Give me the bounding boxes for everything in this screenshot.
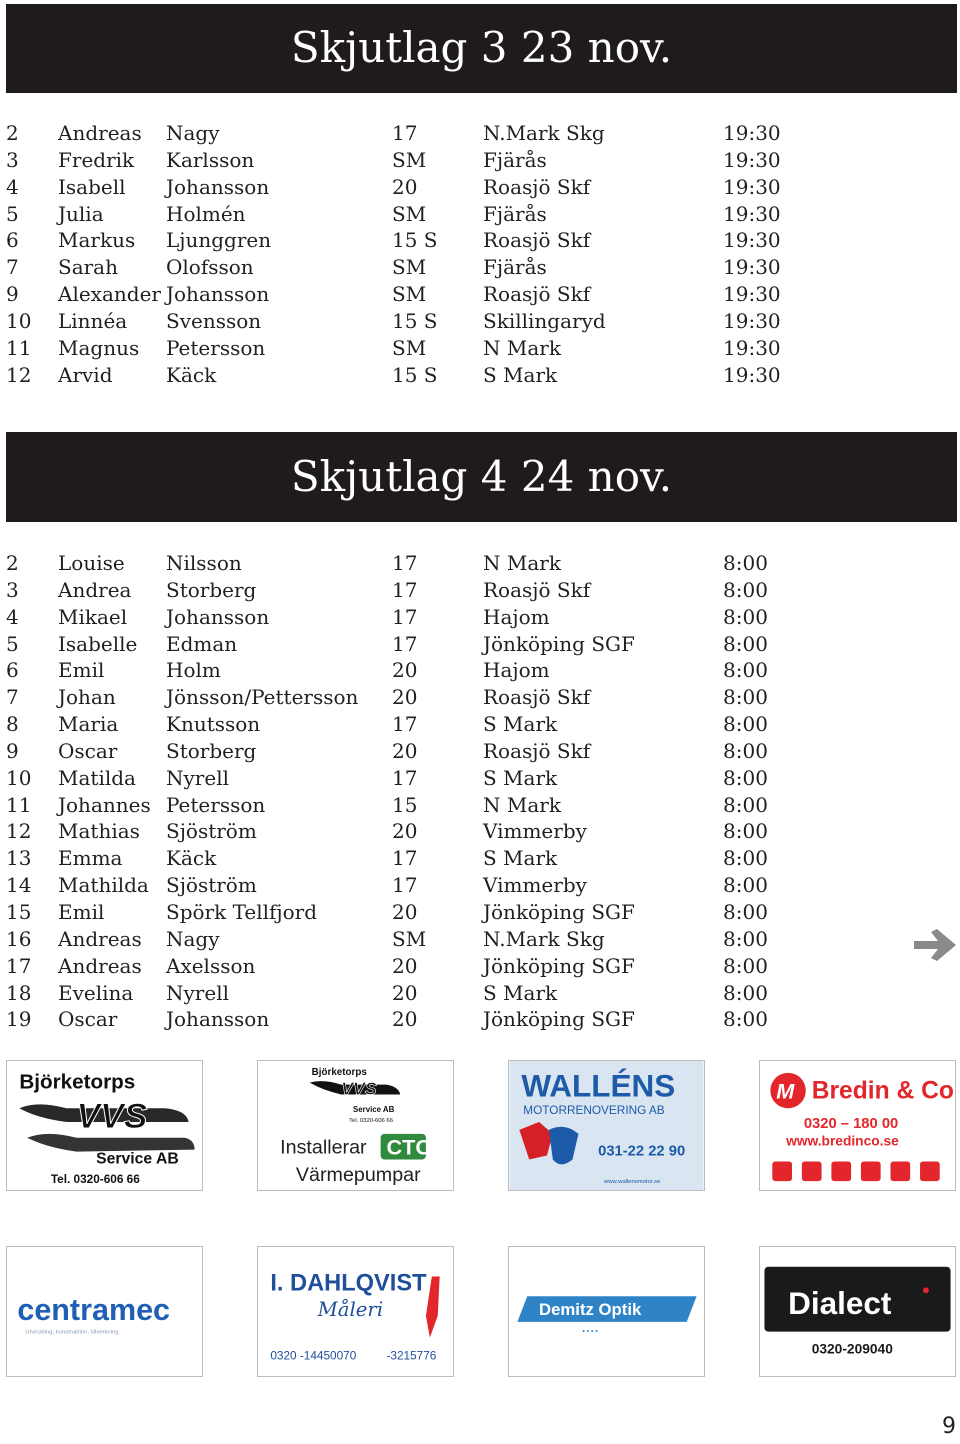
cell-number: 12 — [6, 362, 32, 387]
cell-club: Roasjö Skf — [483, 738, 591, 763]
cell-time: 8:00 — [723, 873, 768, 898]
cell-first-name: Magnus — [58, 335, 140, 360]
cell-class: 17 — [392, 604, 418, 629]
cell-last-name: Jönsson/Pettersson — [166, 685, 359, 710]
table-row — [6, 201, 843, 228]
cell-class: 20 — [392, 819, 418, 844]
cell-class: 17 — [392, 873, 418, 898]
cell-class: 17 — [392, 631, 418, 656]
cell-first-name: Maria — [58, 712, 119, 737]
cell-last-name: Käck — [166, 362, 217, 387]
ad-wallens-tagline: MOTORRENOVERING AB — [523, 1103, 665, 1118]
table-row — [6, 899, 843, 926]
cell-first-name: Louise — [58, 551, 125, 575]
cell-first-name: Andreas — [58, 953, 142, 978]
table-row — [6, 953, 843, 980]
cell-last-name: Petersson — [166, 335, 266, 360]
cell-club: Fjärås — [483, 147, 547, 172]
cell-number: 6 — [6, 228, 19, 253]
cell-class: 20 — [392, 953, 418, 978]
cell-number: 6 — [6, 658, 19, 683]
cell-class: 15 — [392, 792, 418, 817]
cell-last-name: Nyrell — [166, 980, 229, 1005]
cell-first-name: Isabell — [58, 174, 126, 199]
cell-class: SM — [392, 335, 427, 360]
cell-club: Jönköping SGF — [483, 953, 635, 978]
ad-ctc-install: Installerar — [280, 1136, 367, 1159]
cell-club: Roasjö Skf — [483, 577, 591, 602]
cell-number: 8 — [6, 712, 19, 737]
cell-class: SM — [392, 255, 427, 280]
cell-class: 20 — [392, 658, 418, 683]
table-row — [6, 872, 843, 899]
cell-time: 19:30 — [723, 362, 781, 387]
cell-club: N Mark — [483, 551, 561, 575]
cell-number: 5 — [6, 631, 19, 656]
cell-time: 8:00 — [723, 604, 768, 629]
cell-last-name: Knutsson — [166, 712, 261, 737]
cell-club: Jönköping SGF — [483, 899, 635, 924]
cell-club: Hajom — [483, 658, 550, 683]
cell-class: 17 — [392, 121, 418, 145]
cell-club: S Mark — [483, 765, 558, 790]
cell-first-name: Andreas — [58, 121, 142, 145]
cell-number: 3 — [6, 577, 19, 602]
cell-first-name: Andreas — [58, 926, 142, 951]
table-row — [6, 120, 843, 147]
ad-ctc-line2: VVS — [341, 1078, 377, 1099]
ad-bjorketorps-line3: Service AB — [96, 1150, 179, 1168]
cell-club: Skillingaryd — [483, 308, 606, 333]
cell-first-name: Emil — [58, 658, 105, 683]
cell-time: 8:00 — [723, 765, 768, 790]
table-row — [6, 738, 843, 765]
cell-number: 17 — [6, 953, 32, 978]
ad-dialect-phone: 0320-209040 — [811, 1341, 893, 1357]
cell-last-name: Holm — [166, 658, 221, 683]
cell-club: Jönköping SGF — [483, 631, 635, 656]
cell-last-name: Sjöström — [166, 819, 257, 844]
ad-bredin-name: Bredin & Co — [811, 1077, 954, 1105]
table-row — [6, 281, 843, 308]
ad-bredin-phone: 0320 – 180 00 — [803, 1115, 899, 1132]
ad-wallens — [508, 1060, 705, 1191]
table-row — [6, 845, 843, 872]
cell-class: 20 — [392, 174, 418, 199]
table-row — [6, 227, 843, 254]
session-4-banner — [6, 432, 957, 522]
ad-ctc-line4: Tel. 0320-606 66 — [349, 1118, 393, 1125]
cell-last-name: Nagy — [166, 121, 220, 145]
table-row — [6, 254, 843, 281]
cell-number: 3 — [6, 147, 19, 172]
table-row — [6, 174, 843, 201]
table-row — [6, 1006, 843, 1033]
cell-first-name: Mathilda — [58, 873, 149, 898]
cell-number: 16 — [6, 926, 32, 951]
cell-time: 8:00 — [723, 738, 768, 763]
table-row — [6, 147, 843, 174]
ad-demitz-name: Demitz Optik — [539, 1299, 642, 1319]
cell-last-name: Nagy — [166, 926, 220, 951]
cell-last-name: Edman — [166, 631, 238, 656]
cell-club: S Mark — [483, 980, 558, 1005]
cell-first-name: Andrea — [58, 577, 132, 602]
cell-time: 19:30 — [723, 282, 781, 307]
cell-class: 17 — [392, 846, 418, 871]
cell-class: SM — [392, 147, 427, 172]
svg-text:M: M — [776, 1078, 795, 1104]
cell-time: 19:30 — [723, 201, 781, 226]
cell-club: N.Mark Skg — [483, 121, 605, 145]
cell-first-name: Emil — [58, 899, 105, 924]
cell-class: 17 — [392, 577, 418, 602]
ad-bjorketorps-phone: Tel. 0320-606 66 — [50, 1172, 140, 1187]
cell-last-name: Olofsson — [166, 255, 254, 280]
cell-first-name: Markus — [58, 228, 136, 253]
cell-time: 8:00 — [723, 577, 768, 602]
ad-bjorketorps-vvs — [6, 1060, 203, 1191]
cell-last-name: Johansson — [166, 604, 270, 629]
cell-number: 2 — [6, 121, 19, 145]
cell-club: S Mark — [483, 362, 558, 387]
cell-first-name: Julia — [58, 201, 104, 226]
ad-ctc-varmepumpar — [257, 1060, 454, 1191]
ad-dahlqvist-name: I. DAHLQVIST — [270, 1270, 427, 1297]
session-3-title: Skjutlag 3 23 nov. — [290, 23, 673, 72]
cell-time: 8:00 — [723, 980, 768, 1005]
table-row — [6, 335, 843, 362]
cell-last-name: Spörk Tellfjord — [166, 899, 318, 924]
cell-first-name: Fredrik — [58, 147, 135, 172]
table-row — [6, 684, 843, 711]
cell-club: S Mark — [483, 846, 558, 871]
cell-number: 18 — [6, 980, 32, 1005]
table-row — [6, 550, 843, 577]
ad-dahlqvist — [257, 1246, 454, 1377]
cell-last-name: Sjöström — [166, 873, 257, 898]
cell-number: 4 — [6, 174, 19, 199]
table-row — [6, 604, 843, 631]
table-row — [6, 308, 843, 335]
table-row — [6, 657, 843, 684]
cell-time: 19:30 — [723, 174, 781, 199]
cell-last-name: Ljunggren — [166, 228, 272, 253]
cell-class: 17 — [392, 712, 418, 737]
cell-number: 4 — [6, 604, 19, 629]
cell-number: 11 — [6, 335, 32, 360]
cell-club: N Mark — [483, 792, 561, 817]
cell-time: 19:30 — [723, 308, 781, 333]
cell-number: 11 — [6, 792, 32, 817]
cell-time: 19:30 — [723, 255, 781, 280]
cell-class: 20 — [392, 685, 418, 710]
cell-number: 19 — [6, 1007, 32, 1032]
ad-centramec — [6, 1246, 203, 1377]
table-row — [6, 362, 843, 389]
cell-last-name: Johansson — [166, 1007, 270, 1032]
cell-class: 15 S — [392, 362, 438, 387]
table-row — [6, 818, 843, 845]
cell-time: 8:00 — [723, 1007, 768, 1032]
cell-time: 8:00 — [723, 631, 768, 656]
table-row — [6, 980, 843, 1007]
cell-class: SM — [392, 282, 427, 307]
cell-class: SM — [392, 926, 427, 951]
cell-club: N.Mark Skg — [483, 926, 605, 951]
cell-time: 8:00 — [723, 953, 768, 978]
cell-last-name: Johansson — [166, 174, 270, 199]
cell-club: Roasjö Skf — [483, 685, 591, 710]
cell-club: Vimmerby — [483, 819, 587, 844]
session-3-table — [6, 120, 843, 388]
ad-ctc-brand: CTC — [386, 1134, 432, 1160]
cell-number: 5 — [6, 201, 19, 226]
cell-class: SM — [392, 201, 427, 226]
cell-first-name: Arvid — [58, 362, 113, 387]
cell-first-name: Johan — [58, 685, 116, 710]
cell-first-name: Oscar — [58, 738, 118, 763]
ad-ctc-line3: Service AB — [353, 1105, 395, 1115]
table-row — [6, 577, 843, 604]
cell-first-name: Isabelle — [58, 631, 138, 656]
cell-first-name: Sarah — [58, 255, 118, 280]
cell-time: 19:30 — [723, 335, 781, 360]
cell-first-name: Oscar — [58, 1007, 118, 1032]
session-4-title: Skjutlag 4 24 nov. — [290, 452, 673, 501]
cell-time: 8:00 — [723, 819, 768, 844]
cell-class: 20 — [392, 1007, 418, 1032]
cell-club: S Mark — [483, 712, 558, 737]
cell-number: 10 — [6, 308, 32, 333]
cell-class: 17 — [392, 551, 418, 575]
ad-dahlqvist-sub: Måleri — [317, 1297, 384, 1321]
ad-dialect-name: Dialect — [788, 1284, 892, 1321]
cell-number: 7 — [6, 255, 19, 280]
cell-number: 12 — [6, 819, 32, 844]
cell-number: 15 — [6, 899, 32, 924]
cell-number: 7 — [6, 685, 19, 710]
cell-time: 8:00 — [723, 846, 768, 871]
cell-first-name: Alexander — [58, 282, 161, 307]
cell-first-name: Evelina — [58, 980, 134, 1005]
cell-number: 2 — [6, 551, 19, 575]
ad-ctc-line1: Björketorps — [311, 1066, 367, 1078]
ad-dahlqvist-phone2: -3215776 — [386, 1348, 437, 1363]
cell-club: Jönköping SGF — [483, 1007, 635, 1032]
ad-demitz-optik — [508, 1246, 705, 1377]
cell-class: 20 — [392, 980, 418, 1005]
cell-club: Hajom — [483, 604, 550, 629]
table-row — [6, 926, 843, 953]
cell-class: 15 S — [392, 228, 438, 253]
table-row — [6, 765, 843, 792]
ad-bjorketorps-line2: VVS — [76, 1095, 148, 1136]
cell-club: Roasjö Skf — [483, 228, 591, 253]
cell-first-name: Mikael — [58, 604, 128, 629]
cell-time: 8:00 — [723, 685, 768, 710]
ad-bredin — [759, 1060, 956, 1191]
cell-club: Roasjö Skf — [483, 282, 591, 307]
cell-first-name: Mathias — [58, 819, 140, 844]
cell-last-name: Käck — [166, 846, 217, 871]
cell-first-name: Johannes — [58, 792, 151, 817]
cell-club: Roasjö Skf — [483, 174, 591, 199]
ad-wallens-name: WALLÉNS — [521, 1067, 676, 1104]
cell-time: 8:00 — [723, 658, 768, 683]
cell-last-name: Holmén — [166, 201, 246, 226]
cell-last-name: Axelsson — [166, 953, 256, 978]
cell-time: 8:00 — [723, 899, 768, 924]
ad-centramec-tagline: Utveckling, konstruktion, tillverkning — [25, 1329, 119, 1336]
cell-time: 8:00 — [723, 551, 768, 575]
page-number: 9 — [942, 1414, 956, 1439]
cell-last-name: Svensson — [166, 308, 262, 333]
ad-dahlqvist-phone1: 0320 -14450070 — [270, 1348, 357, 1363]
ad-wallens-url: www.wallensmotor.se — [604, 1179, 661, 1186]
table-row — [6, 631, 843, 658]
cell-time: 8:00 — [723, 792, 768, 817]
table-row — [6, 792, 843, 819]
cell-number: 13 — [6, 846, 32, 871]
cell-time: 8:00 — [723, 712, 768, 737]
cell-first-name: Linnéa — [58, 308, 128, 333]
cell-number: 10 — [6, 765, 32, 790]
cell-last-name: Storberg — [166, 738, 257, 763]
cell-time: 19:30 — [723, 228, 781, 253]
cell-class: 20 — [392, 738, 418, 763]
cell-club: Fjärås — [483, 201, 547, 226]
cell-first-name: Emma — [58, 846, 123, 871]
cell-number: 14 — [6, 873, 32, 898]
ad-ctc-product: Värmepumpar — [295, 1164, 421, 1187]
cell-club: Fjärås — [483, 255, 547, 280]
cell-club: Vimmerby — [483, 873, 587, 898]
ad-demitz-dots: • • • • — [582, 1328, 598, 1336]
cell-number: 9 — [6, 282, 19, 307]
cell-class: 20 — [392, 899, 418, 924]
cell-time: 8:00 — [723, 926, 768, 951]
ad-bredin-url: www.bredinco.se — [786, 1133, 899, 1149]
cell-last-name: Karlsson — [166, 147, 255, 172]
cell-class: 15 S — [392, 308, 438, 333]
cell-last-name: Johansson — [166, 282, 270, 307]
ad-centramec-name: centramec — [17, 1292, 171, 1327]
session-3-banner — [6, 4, 957, 93]
table-row — [6, 711, 843, 738]
ad-wallens-phone: 031-22 22 90 — [598, 1143, 686, 1160]
arrow-right-icon — [912, 928, 958, 962]
cell-first-name: Matilda — [58, 765, 136, 790]
cell-last-name: Storberg — [166, 577, 257, 602]
ad-bjorketorps-line1: Björketorps — [19, 1070, 136, 1094]
cell-last-name: Petersson — [166, 792, 266, 817]
cell-class: 17 — [392, 765, 418, 790]
cell-time: 19:30 — [723, 147, 781, 172]
session-4-table — [6, 550, 843, 1033]
cell-last-name: Nyrell — [166, 765, 229, 790]
cell-last-name: Nilsson — [166, 551, 242, 575]
ad-dialect — [759, 1246, 956, 1377]
cell-time: 19:30 — [723, 121, 781, 145]
cell-club: N Mark — [483, 335, 561, 360]
cell-number: 9 — [6, 738, 19, 763]
